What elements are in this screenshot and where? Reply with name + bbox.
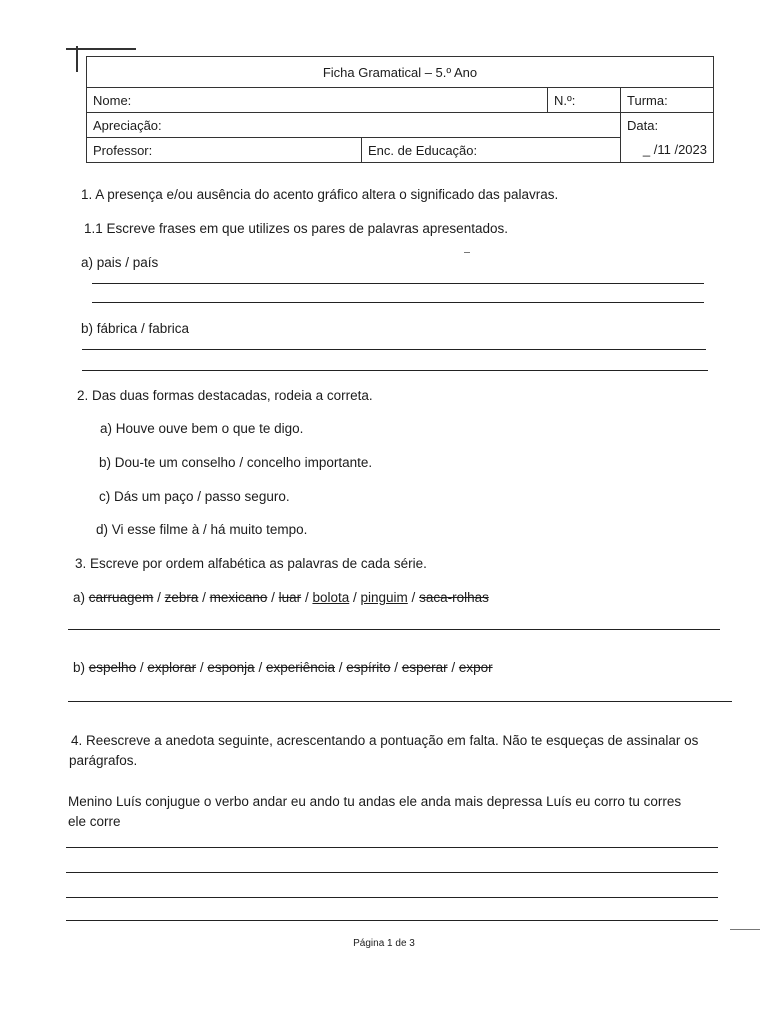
question-2-b: b) Dou-te um conselho / concelho importante. [99,455,373,470]
word: luar [278,590,302,605]
worksheet-title: Ficha Gramatical – 5.º Ano [87,57,714,88]
scan-mark [464,252,470,253]
apreciacao-label: Apreciação: [87,113,621,138]
series-prefix: a) [73,590,86,605]
word: carruagem [88,590,154,605]
answer-line [92,302,704,303]
question-3-b-series: b) espelho / explorar / esponja / experiência / espírito / esperar / expor [73,660,493,675]
anedota-line2: ele corre [68,814,121,829]
numero-label: N.º: [548,88,621,113]
answer-line [82,370,708,371]
header-table [86,56,714,163]
word: bolota [312,590,350,605]
answer-line [66,847,718,848]
corner-mark-vertical [76,46,78,72]
question-2-a: a) Houve ouve bem o que te digo. [100,421,304,436]
answer-line [92,283,704,284]
question-2-c: c) Dás um paço / passo seguro. [99,489,290,504]
word: explorar [147,660,197,675]
answer-line [66,872,718,873]
answer-line [68,629,720,630]
date-value: _ /11 /2023 [621,138,714,163]
question-1-a: a) pais / país [81,255,159,270]
word: zebra [164,590,199,605]
question-2-d: d) Vi esse filme à / há muito tempo. [96,522,308,537]
turma-label: Turma: [621,88,714,113]
word: espírito [346,660,391,675]
word: saca-rolhas [419,590,489,605]
word: pinguim [360,590,408,605]
question-4-text-line2: parágrafos. [69,753,138,768]
professor-label: Professor: [87,138,362,163]
question-1-b: b) fábrica / fabrica [81,321,190,336]
question-1-1-text: 1.1 Escreve frases em que utilizes os pares de palavras apresentados. [84,221,508,236]
question-3-a-series: a) carruagem / zebra / mexicano / luar / bolota / pinguim / saca-rolhas [73,590,489,605]
answer-line [82,349,706,350]
question-1-text: 1. A presença e/ou ausência do acento gráfico altera o significado das palavras. [81,187,559,202]
word: esponja [207,660,255,675]
word: esperar [401,660,448,675]
question-3-text: 3. Escreve por ordem alfabética as palavras de cada série. [75,556,427,571]
enc-educacao-label: Enc. de Educação: [362,138,621,163]
nome-label: Nome: [87,88,548,113]
page-number: Página 1 de 3 [353,938,415,949]
word: mexicano [209,590,268,605]
scan-mark [730,929,760,930]
question-4-text-line1: 4. Reescreve a anedota seguinte, acrescentando a pontuação em falta. Não te esqueças de assinalar os [71,733,699,748]
answer-line [66,920,718,921]
word: expor [458,660,493,675]
series-prefix: b) [73,660,86,675]
question-2-text: 2. Das duas formas destacadas, rodeia a correta. [77,388,373,403]
answer-line [68,701,732,702]
word: experiência [265,660,335,675]
data-label: Data: [621,113,714,138]
answer-line [66,897,718,898]
anedota-line1: Menino Luís conjugue o verbo andar eu ando tu andas ele anda mais depressa Luís eu corro tu corres [68,794,682,809]
word: espelho [88,660,137,675]
